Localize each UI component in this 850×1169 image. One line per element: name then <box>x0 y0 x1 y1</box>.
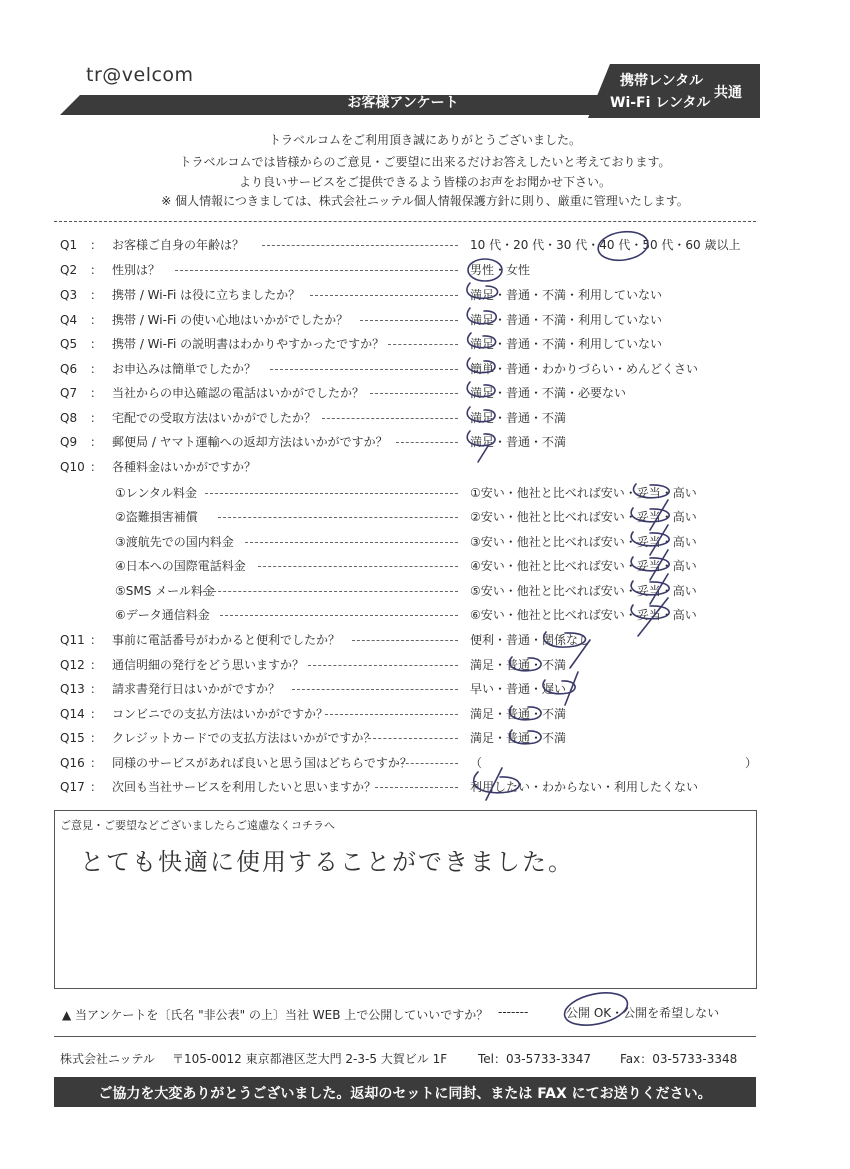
q11-colon: ： <box>90 633 103 647</box>
q15-text: クレジットカードでの支払方法はいかがですか？ <box>112 731 376 745</box>
q4-number: Q4 <box>60 313 78 327</box>
q14-number: Q14 <box>60 707 85 721</box>
q12-colon: ： <box>90 658 103 672</box>
q4-text: 携帯 / Wi-Fi の使い心地はいかがでしたか？ <box>112 313 349 327</box>
fee-data-label: ⑥データ通信料金 <box>115 608 210 622</box>
q13-leader <box>292 689 458 690</box>
q14-colon: ： <box>90 707 103 721</box>
q8-text: 宅配での受取方法はいかがでしたか？ <box>112 411 317 425</box>
q10-number: Q10 <box>60 460 85 474</box>
q7-number: Q7 <box>60 386 78 400</box>
q5-options[interactable]: 満足・普通・不満・利用していない <box>470 337 663 351</box>
q1-options[interactable]: 10 代・20 代・30 代・40 代・50 代・60 歳以上 <box>470 238 741 252</box>
intro-line-1: トラベルコムをご利用頂き誠にありがとうございました。 <box>268 133 581 147</box>
q2-leader <box>175 270 458 271</box>
q13-options[interactable]: 早い・普通・遅い <box>470 682 567 696</box>
fee-sms-label: ⑤SMS メール料金 <box>115 584 215 598</box>
q3-options[interactable]: 満足・普通・不満・利用していない <box>470 288 663 302</box>
q9-text: 郵便局 / ヤマト運輸への返却方法はいかがですか？ <box>112 435 388 449</box>
q3-colon: ： <box>90 288 103 302</box>
fee-domestic-leader <box>245 542 458 543</box>
q16-leader <box>396 763 458 764</box>
q6-text: お申込みは簡単でしたか？ <box>112 362 257 376</box>
publish-leader: ------- <box>498 1005 529 1019</box>
fee-intl-options[interactable]: ④安い・他社と比べれば安い・妥当・高い <box>470 559 697 573</box>
q12-options[interactable]: 満足・普通・不満 <box>470 658 567 672</box>
q17-leader <box>375 787 458 788</box>
fee-domestic-label: ③渡航先での国内料金 <box>115 535 234 549</box>
publish-consent-question: ▲ 当アンケートを〔氏名 "非公表" の上〕当社 WEB 上で公開していいですか？ <box>62 1008 489 1022</box>
q6-leader <box>270 369 458 370</box>
comment-box[interactable] <box>54 810 757 989</box>
divider <box>54 221 756 222</box>
q9-options[interactable]: 満足・普通・不満 <box>470 435 567 449</box>
q1-leader <box>262 245 458 246</box>
q4-colon: ： <box>90 313 103 327</box>
q7-options[interactable]: 満足・普通・不満・必要ない <box>470 386 627 400</box>
q16-colon: ： <box>90 756 103 770</box>
service-wifi-rental: Wi-Fi レンタル <box>610 95 711 111</box>
fee-data-leader <box>220 615 458 616</box>
q2-colon: ： <box>90 263 103 277</box>
fee-domestic-options[interactable]: ③安い・他社と比べれば安い・妥当・高い <box>470 535 697 549</box>
q16-open-paren: （ <box>470 756 483 770</box>
service-mobile-rental: 携帯レンタル <box>620 73 704 89</box>
footer-banner-text: ご協力を大変ありがとうございました。返却のセットに同封、または FAX にてお送りください。 <box>98 1086 712 1102</box>
footer-address: 〒105-0012 東京都港区芝大門 2-3-5 大賀ビル 1F <box>172 1052 448 1066</box>
q2-text: 性別は？ <box>112 263 161 277</box>
fee-intl-label: ④日本への国際電話料金 <box>115 559 246 573</box>
q7-colon: ： <box>90 386 103 400</box>
fee-rental-options[interactable]: ①安い・他社と比べれば安い・妥当・高い <box>470 486 697 500</box>
q11-options[interactable]: 便利・普通・関係なし <box>470 633 591 647</box>
comment-box-label: ご意見・ご要望などございましたらご遠慮なくコチラへ <box>60 819 335 832</box>
fee-data-options[interactable]: ⑥安い・他社と比べれば安い・妥当・高い <box>470 608 697 622</box>
q15-colon: ： <box>90 731 103 745</box>
q10-text: 各種料金はいかがですか？ <box>112 460 257 474</box>
q15-options[interactable]: 満足・普通・不満 <box>470 731 567 745</box>
q11-number: Q11 <box>60 633 85 647</box>
q9-number: Q9 <box>60 435 78 449</box>
q13-number: Q13 <box>60 682 85 696</box>
q10-colon: ： <box>90 460 103 474</box>
q2-options[interactable]: 男性・女性 <box>470 263 531 277</box>
q16-country-input[interactable] <box>484 757 740 771</box>
q7-text: 当社からの申込確認の電話はいかがでしたか？ <box>112 386 365 400</box>
q3-leader <box>310 295 458 296</box>
q9-colon: ： <box>90 435 103 449</box>
survey-title: お客様アンケート <box>347 95 459 111</box>
q11-leader <box>352 640 458 641</box>
q2-number: Q2 <box>60 263 78 277</box>
q1-number: Q1 <box>60 238 78 252</box>
fee-sms-options[interactable]: ⑤安い・他社と比べれば安い・妥当・高い <box>470 584 697 598</box>
q14-leader <box>325 714 458 715</box>
q17-options[interactable]: 利用したい・わからない・利用したくない <box>470 780 699 794</box>
q5-colon: ： <box>90 337 103 351</box>
q9-leader <box>396 442 458 443</box>
footer-tel: Tel：03-5733-3347 <box>478 1052 592 1066</box>
q3-text: 携帯 / Wi-Fi は役に立ちましたか？ <box>112 288 301 302</box>
q8-leader <box>322 418 458 419</box>
q11-text: 事前に電話番号がわかると便利でしたか？ <box>112 633 341 647</box>
intro-line-3: より良いサービスをご提供できるよう皆様のお声をお聞かせ下さい。 <box>238 175 611 189</box>
footer-company: 株式会社ニッテル <box>60 1052 155 1066</box>
q6-colon: ： <box>90 362 103 376</box>
footer-fax: Fax：03-5733-3348 <box>620 1052 738 1066</box>
q5-text: 携帯 / Wi-Fi の説明書はわかりやすかったですか？ <box>112 337 385 351</box>
fee-intl-leader <box>258 566 458 567</box>
q12-number: Q12 <box>60 658 85 672</box>
footer-divider <box>54 1036 756 1037</box>
q4-leader <box>360 320 458 321</box>
q1-colon: ： <box>90 238 103 252</box>
travelcom-logo: tr@velcom <box>86 64 194 86</box>
q12-text: 通信明細の発行をどう思いますか？ <box>112 658 305 672</box>
q8-options[interactable]: 満足・普通・不満 <box>470 411 567 425</box>
q16-number: Q16 <box>60 756 85 770</box>
publish-options[interactable]: 公開 OK・公開を希望しない <box>566 1006 720 1020</box>
intro-line-2: トラベルコムでは皆様からのご意見・ご要望に出来るだけお答えしたいと考えております。 <box>179 155 671 169</box>
q4-options[interactable]: 満足・普通・不満・利用していない <box>470 313 663 327</box>
fee-rental-label: ①レンタル料金 <box>115 486 197 500</box>
q3-number: Q3 <box>60 288 78 302</box>
q13-text: 請求書発行日はいかがですか？ <box>112 682 281 696</box>
q6-options[interactable]: 簡単・普通・わかりづらい・めんどくさい <box>470 362 699 376</box>
fee-rental-leader <box>205 493 458 494</box>
q12-leader <box>308 665 458 666</box>
fee-sms-leader <box>203 591 458 592</box>
fee-theft-leader <box>218 517 458 518</box>
q7-leader <box>370 393 458 394</box>
fee-theft-options[interactable]: ②安い・他社と比べれば安い・妥当・高い <box>470 510 697 524</box>
q15-leader <box>368 738 458 739</box>
q14-options[interactable]: 満足・普通・不満 <box>470 707 567 721</box>
q8-number: Q8 <box>60 411 78 425</box>
q5-leader <box>388 344 458 345</box>
fee-theft-label: ②盗難損害補償 <box>115 510 198 524</box>
q15-number: Q15 <box>60 731 85 745</box>
q16-text: 同様のサービスがあれば良いと思う国はどちらですか？ <box>112 756 412 770</box>
handwritten-comment: とても快適に使用することができました。 <box>80 848 574 876</box>
q6-number: Q6 <box>60 362 78 376</box>
q13-colon: ： <box>90 682 103 696</box>
q1-text: お客様ご自身の年齢は？ <box>112 238 245 252</box>
q17-colon: ： <box>90 780 103 794</box>
q17-text: 次回も当社サービスを利用したいと思いますか？ <box>112 780 377 794</box>
intro-privacy-note: ※ 個人情報につきましては、株式会社ニッテル個人情報保護方針に則り、厳重に管理いたします。 <box>161 194 689 208</box>
service-common-label: 共通 <box>714 85 742 101</box>
q14-text: コンビニでの支払方法はいかがですか？ <box>112 707 329 721</box>
q17-number: Q17 <box>60 780 85 794</box>
q5-number: Q5 <box>60 337 78 351</box>
q8-colon: ： <box>90 411 103 425</box>
q16-close-paren: ） <box>745 756 758 770</box>
